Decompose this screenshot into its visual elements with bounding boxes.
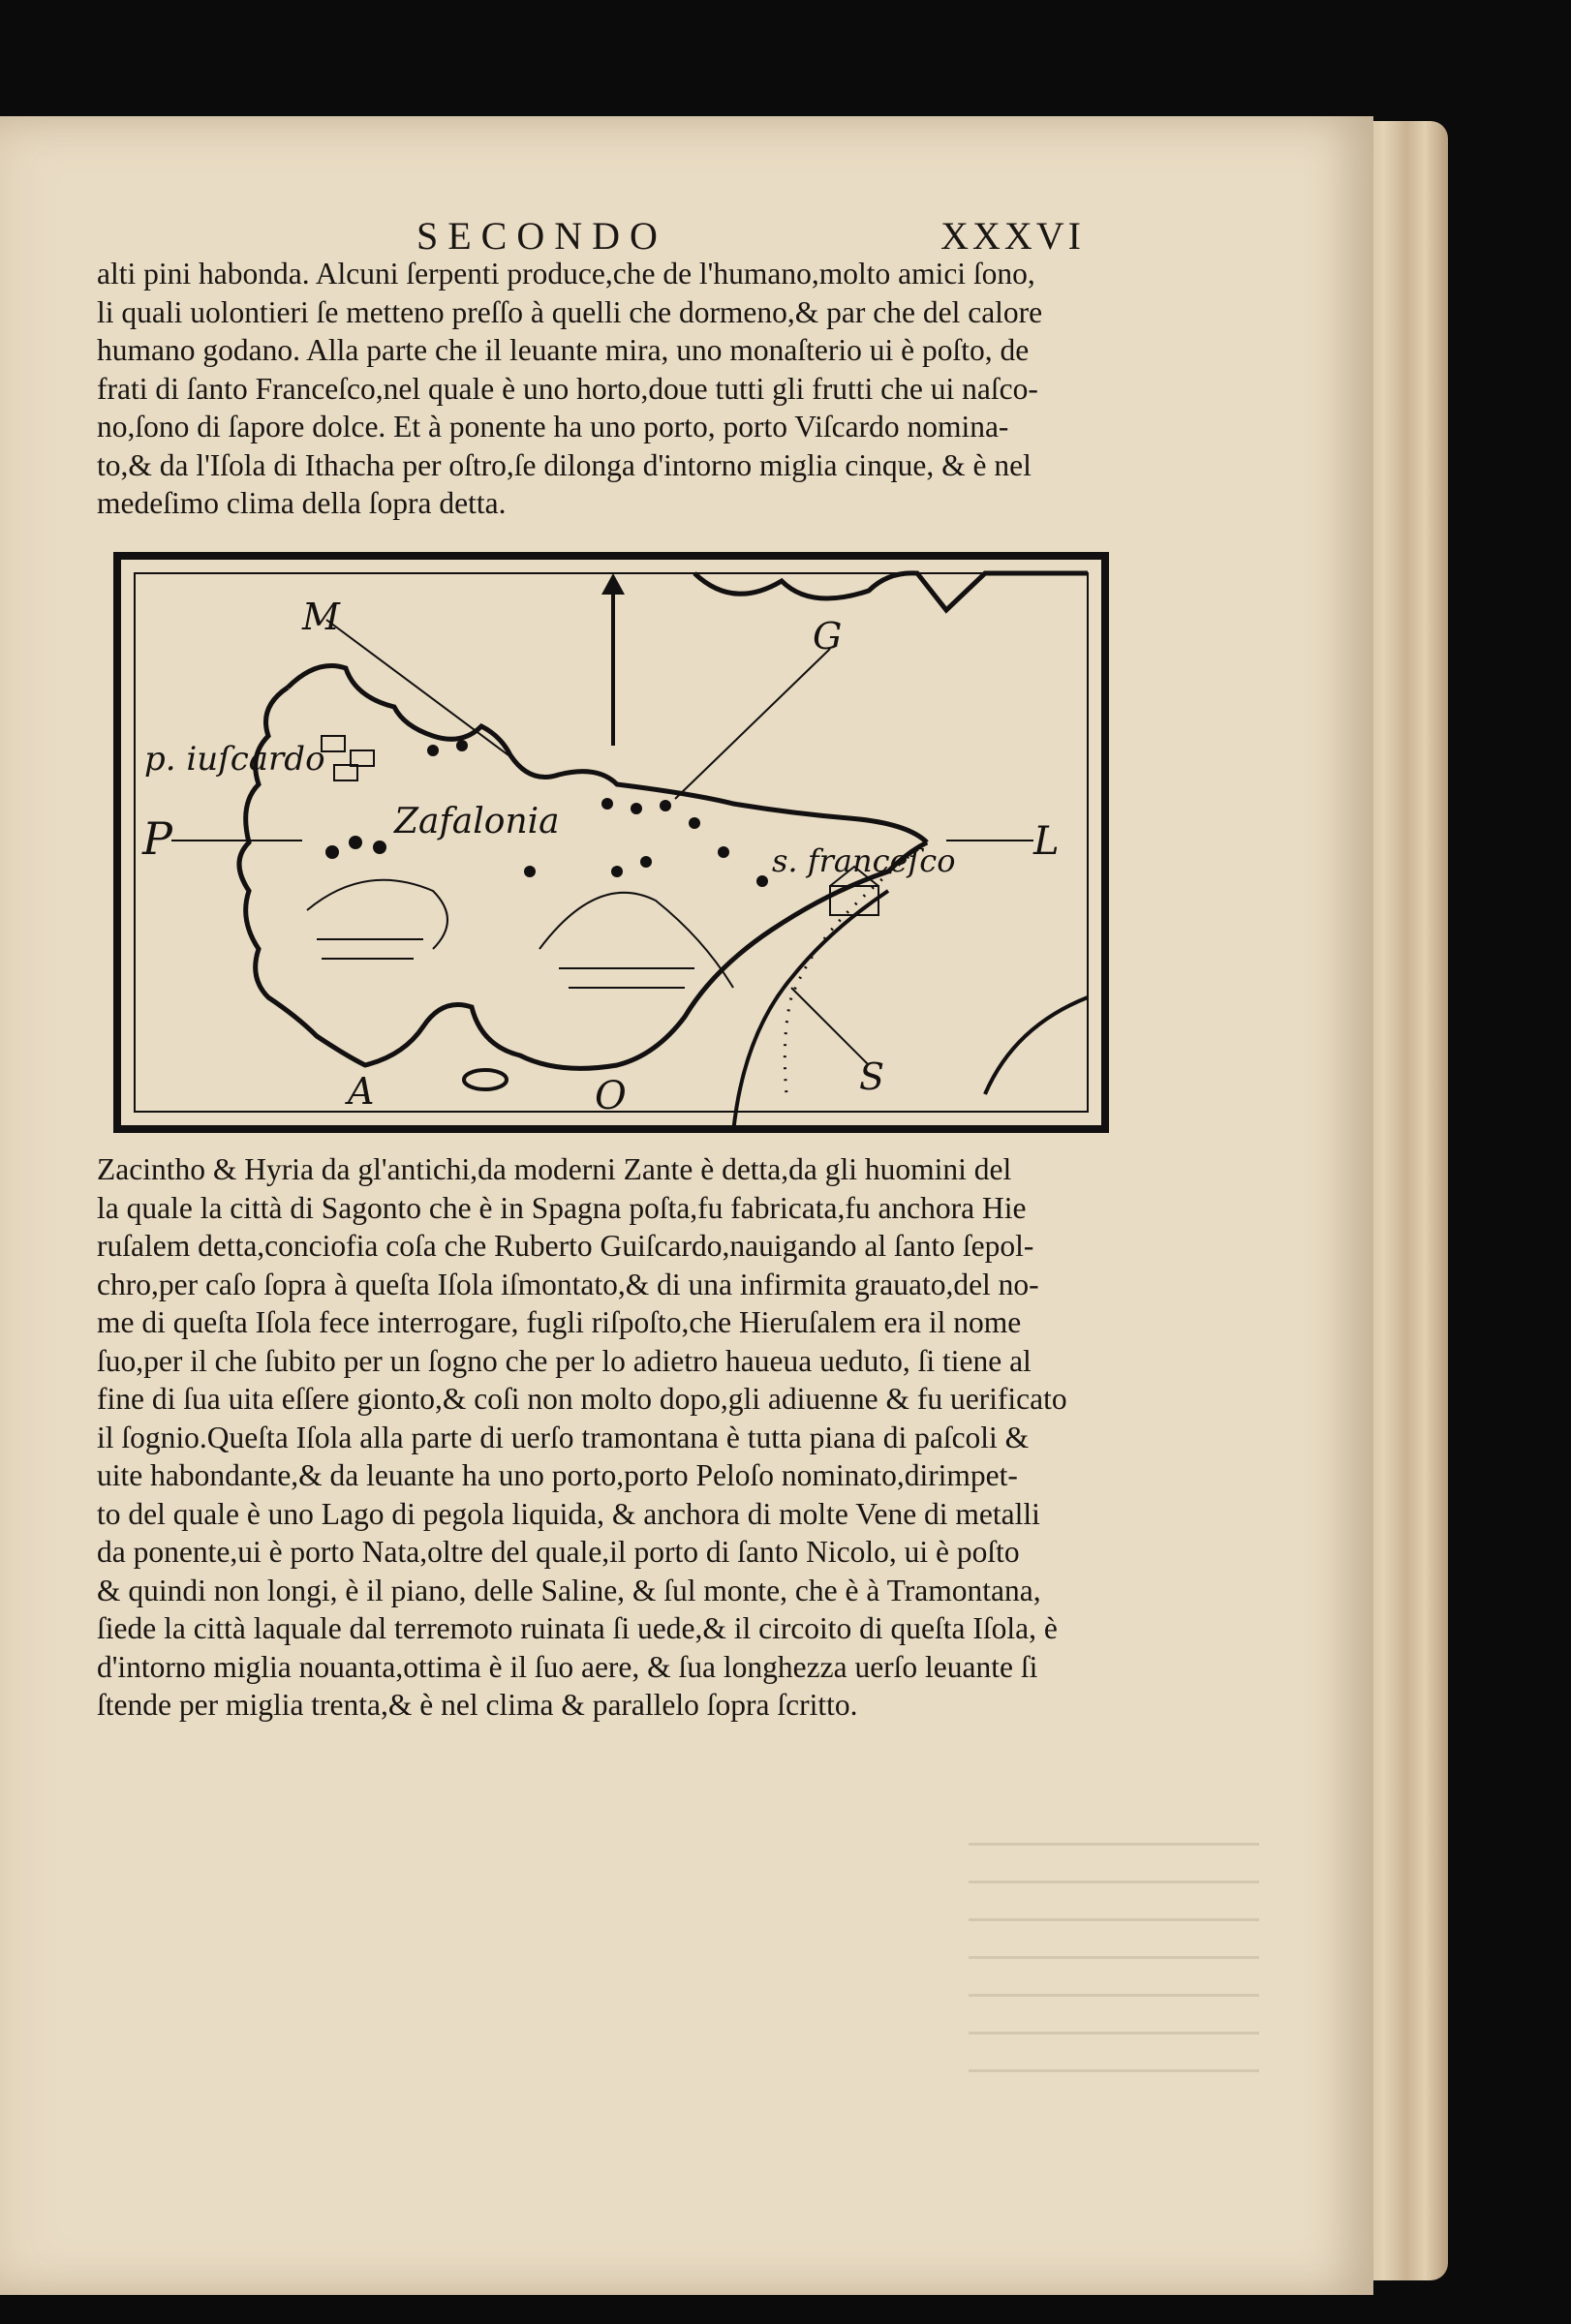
label-island-name: Zafalonia [394, 802, 560, 841]
text-line: uite habondante,& da leuante ha uno porto,porto Peloſo nominato,dirimpet- [97, 1458, 1018, 1492]
text-line: fine di ſua uita eſſere gionto,& coſi non molto dopo,gli adiuenne & fu uerificato [97, 1382, 1067, 1416]
compass-g: G [813, 615, 843, 657]
top-paragraph [97, 255, 1124, 523]
text-line: no,ſono di ſapore dolce. Et à ponente ha uno porto, porto Viſcardo nomina- [97, 410, 1009, 443]
page-header [416, 213, 1085, 258]
text-line: da ponente,ui è porto Nata,oltre del quale,il porto di ſanto Nicolo, ui è poſto [97, 1535, 1020, 1569]
woodcut-map [113, 552, 1109, 1133]
text-line: chro,per caſo ſopra à queſta Iſola iſmontato,& di una infirmita grauato,del no- [97, 1267, 1039, 1301]
label-monastery: s. franceſco [772, 842, 956, 879]
compass-m: M [302, 596, 340, 638]
compass-l: L [1033, 819, 1060, 864]
map-svg [113, 552, 1109, 1133]
bottom-paragraph [97, 1150, 1124, 1725]
text-line: ſtende per miglia trenta,& è nel clima & parallelo ſopra ſcritto. [97, 1688, 858, 1722]
compass-a: A [348, 1070, 375, 1113]
text-line: li quali uolontieri ſe metteno preſſo à quelli che dormeno,& par che del calore [97, 294, 1043, 329]
text-line: & quindi non longi, è il piano, delle Saline, & ſul monte, che è à Tramontana, [97, 1573, 1041, 1607]
text-line: d'intorno miglia nouanta,ottima è il ſuo aere, & ſua longhezza uerſo leuante ſi [97, 1649, 1038, 1684]
text-line: la quale la città di Sagonto che è in Spagna poſta,fu fabricata,fu anchora Hie [97, 1190, 1027, 1225]
compass-s: S [859, 1055, 885, 1098]
compass-p: P [142, 812, 172, 865]
folio-number: XXXVI [940, 214, 1085, 258]
text-line: humano godano. Alla parte che il leuante mira, uno monaſterio ui è poſto, de [97, 333, 1030, 367]
text-line: ſuo,per il che ſubito per un ſogno che per lo adietro haueua ueduto, ſi tiene al [97, 1343, 1032, 1378]
text-line: ruſalem detta,conciofia coſa che Ruberto Guiſcardo,nauigando al ſanto ſepol- [97, 1229, 1034, 1263]
text-line: me di queſta Iſola fece interrogare, fugli riſpoſto,che Hieruſalem era il nome [97, 1305, 1022, 1339]
compass-o: O [595, 1074, 627, 1118]
text-line: to,& da l'Iſola di Ithacha per oſtro,ſe dilonga d'intorno miglia cinque, & è nel [97, 447, 1032, 482]
text-line: Zacintho & Hyria da gl'antichi,da moderni Zante è detta,da gli huomini del [97, 1152, 1012, 1186]
text-line: alti pini habonda. Alcuni ſerpenti produce,che de l'humano,molto amici ſono, [97, 257, 1035, 290]
text-line: frati di ſanto Franceſco,nel quale è uno horto,doue tutti gli frutti che ui naſco- [97, 371, 1038, 406]
text-line: medeſimo clima della ſopra detta. [97, 486, 507, 520]
running-head: SECONDO [416, 214, 667, 258]
text-line: il ſognio.Queſta Iſola alla parte di uerſo tramontana è tutta piana di paſcoli & [97, 1420, 1030, 1454]
label-port-viscardo: p. iuſcardo [144, 740, 325, 779]
show-through-text [969, 1840, 1259, 2072]
text-line: to del quale è uno Lago di pegola liquida, & anchora di molte Vene di metalli [97, 1496, 1040, 1531]
text-line: ſiede la città laquale dal terremoto ruinata ſi uede,& il circoito di queſta Iſola, è [97, 1611, 1058, 1645]
